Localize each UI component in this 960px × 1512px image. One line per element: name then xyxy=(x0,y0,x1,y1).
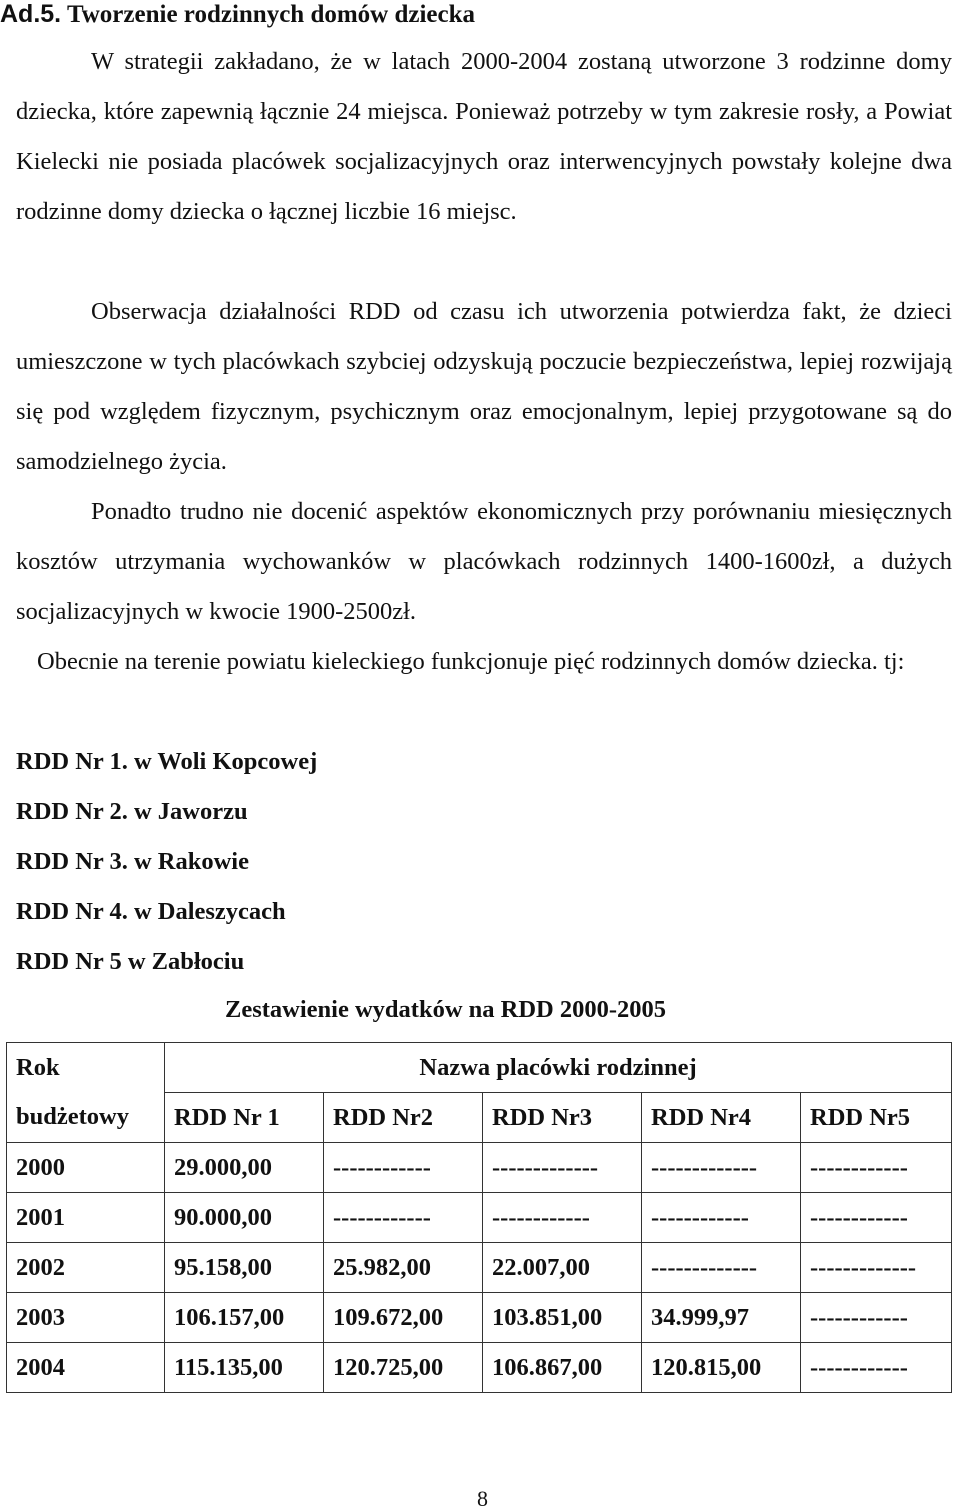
table-cell: ------------- xyxy=(642,1143,801,1193)
table-cell: 115.135,00 xyxy=(165,1343,324,1393)
expenses-table xyxy=(6,1042,952,1393)
table-cell: ------------- xyxy=(642,1243,801,1293)
year-header-bottom: budżetowy xyxy=(7,1093,165,1143)
column-header: RDD Nr5 xyxy=(801,1093,952,1143)
table-cell: ------------ xyxy=(801,1143,952,1193)
table-cell: ------------ xyxy=(801,1193,952,1243)
table-cell: 95.158,00 xyxy=(165,1243,324,1293)
table-cell: 120.815,00 xyxy=(642,1343,801,1393)
table-cell: ------------ xyxy=(801,1293,952,1343)
table-cell: 103.851,00 xyxy=(483,1293,642,1343)
table-cell: 106.867,00 xyxy=(483,1343,642,1393)
year-cell: 2002 xyxy=(7,1243,165,1293)
year-header-top: Rok xyxy=(7,1043,165,1093)
table-row xyxy=(7,1243,952,1293)
paragraph-observation: Obserwacja działalności RDD od czasu ich utworzenia potwierdza fakt, że dzieci umieszczone w tych placówkach szybciej odzyskują poczucie bezpieczeństwa, lepiej rozwijają się pod względem fizycznym, psychicznym oraz emocjonalnym, lepiej przygotowane są do samodzielnego życia. xyxy=(16,298,952,475)
section-title: Tworzenie rodzinnych domów dziecka xyxy=(66,1,476,28)
table-header-row xyxy=(7,1043,952,1093)
table-cell: 34.999,97 xyxy=(642,1293,801,1343)
section-heading xyxy=(0,0,475,29)
list-item: RDD Nr 2. w Jaworzu xyxy=(16,798,248,825)
paragraph-current-homes: Obecnie na terenie powiatu kieleckiego funkcjonuje pięć rodzinnych domów dziecka. tj: xyxy=(37,648,905,675)
year-cell: 2004 xyxy=(7,1343,165,1393)
table-title: Zestawienie wydatków na RDD 2000-2005 xyxy=(225,996,666,1023)
column-header: RDD Nr2 xyxy=(324,1093,483,1143)
table-row xyxy=(7,1143,952,1193)
year-cell: 2000 xyxy=(7,1143,165,1193)
table-cell: 90.000,00 xyxy=(165,1193,324,1243)
table-cell: 120.725,00 xyxy=(324,1343,483,1393)
list-item: RDD Nr 1. w Woli Kopcowej xyxy=(16,748,318,775)
list-item: RDD Nr 3. w Rakowie xyxy=(16,848,249,875)
paragraph-strategy: W strategii zakładano, że w latach 2000-2004 zostaną utworzone 3 rodzinne domy dziecka, które zapewnią łącznie 24 miejsca. Ponieważ potrzeby w tym zakresie rosły, a Powiat Kielecki nie posiada placówek socjalizacyjnych oraz interwencyjnych powstały kolejne dwa rodzinne domy dziecka o łącznej liczbie 16 miejsc. xyxy=(16,48,952,225)
table-cell: ------------ xyxy=(483,1193,642,1243)
table-cell: ------------- xyxy=(801,1243,952,1293)
year-cell: 2003 xyxy=(7,1293,165,1343)
column-header: RDD Nr4 xyxy=(642,1093,801,1143)
table-cell: 29.000,00 xyxy=(165,1143,324,1193)
table-cell: ------------ xyxy=(324,1143,483,1193)
table-cell: 25.982,00 xyxy=(324,1243,483,1293)
column-header: RDD Nr3 xyxy=(483,1093,642,1143)
table-cell: 109.672,00 xyxy=(324,1293,483,1343)
table-row xyxy=(7,1343,952,1393)
table-header-row xyxy=(7,1093,952,1143)
table-cell: ------------ xyxy=(324,1193,483,1243)
list-item: RDD Nr 5 w Zabłociu xyxy=(16,948,245,975)
group-header: Nazwa placówki rodzinnej xyxy=(165,1043,952,1093)
page-number: 8 xyxy=(477,1486,488,1511)
column-header: RDD Nr 1 xyxy=(165,1093,324,1143)
table-cell: ------------ xyxy=(642,1193,801,1243)
list-item: RDD Nr 4. w Daleszycach xyxy=(16,898,286,925)
rdd-list xyxy=(16,737,317,987)
year-cell: 2001 xyxy=(7,1193,165,1243)
table-row xyxy=(7,1293,952,1343)
section-label: Ad.5. xyxy=(0,0,62,28)
table-cell: 106.157,00 xyxy=(165,1293,324,1343)
paragraph-economics: Ponadto trudno nie docenić aspektów ekonomicznych przy porównaniu miesięcznych kosztów utrzymania wychowanków w placówkach rodzinnych 1400-1600zł, a dużych socjalizacyjnych w kwocie 1900-2500zł. xyxy=(16,498,952,625)
table-cell: ------------ xyxy=(801,1343,952,1393)
table-row xyxy=(7,1193,952,1243)
table-cell: 22.007,00 xyxy=(483,1243,642,1293)
table-cell: ------------- xyxy=(483,1143,642,1193)
